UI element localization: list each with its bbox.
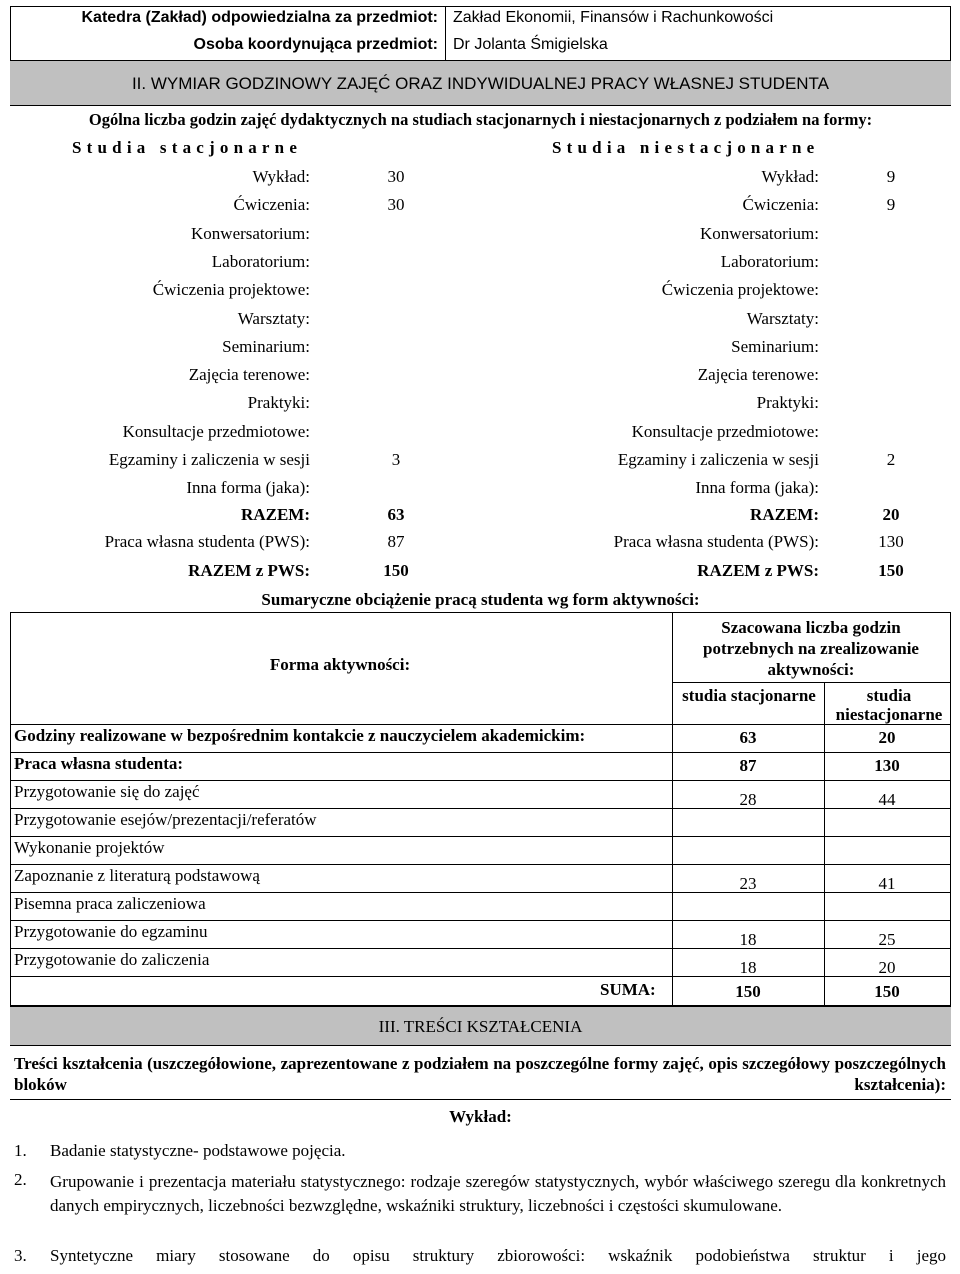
forma-header: Forma aktywności: xyxy=(269,655,411,674)
form-label-niestac: Konsultacje przedmiotowe: xyxy=(631,421,819,441)
form-label-stac: Egzaminy i zaliczenia w sesji xyxy=(108,450,310,469)
suma-label: SUMA: xyxy=(600,980,656,999)
form-label-niestac: Inna forma (jaka): xyxy=(695,478,819,498)
section3-intro: Treści kształcenia (uszczegółowione, zaprezentowane z podziałem na poszczególne formy zajęć, opis szczegółowy poszczególnych bloków kształcenia): xyxy=(14,1054,946,1094)
summary-row-label: Przygotowanie esejów/prezentacji/referatów xyxy=(14,810,317,829)
szacowana-header: Szacowana liczba godzin potrzebnych na zrealizowanie aktywności: xyxy=(703,618,919,679)
summary-row-stac: 87 xyxy=(739,756,757,775)
rule xyxy=(10,780,951,781)
koordynator-value: Dr Jolanta Śmigielska xyxy=(453,36,608,53)
rule xyxy=(10,1006,951,1007)
form-value-niestac: 2 xyxy=(886,450,896,469)
form-label-stac: Konsultacje przedmiotowe: xyxy=(122,421,310,441)
col-niestac-header: studia niestacjonarne xyxy=(835,686,943,724)
form-label-stac: Zajęcia terenowe: xyxy=(188,365,310,385)
rule xyxy=(950,612,951,1005)
form-label-stac: Warsztaty: xyxy=(237,308,310,328)
koordynator-label: Osoba koordynująca przedmiot: xyxy=(193,36,438,53)
rule xyxy=(10,752,951,753)
razem-pws-value-stac: 150 xyxy=(383,561,409,580)
form-value-stac: 3 xyxy=(391,450,401,469)
rule xyxy=(10,612,11,1005)
razem-pws-label-stac: RAZEM z PWS: xyxy=(188,561,310,580)
pws-label-niestac: Praca własna studenta (PWS): xyxy=(613,532,819,551)
form-label-niestac: Ćwiczenia projektowe: xyxy=(661,280,819,300)
item-number: 3. xyxy=(14,1246,27,1265)
razem-value-stac: 63 xyxy=(387,505,405,524)
summary-row-niestac: 20 xyxy=(878,728,896,747)
summary-row-niestac: 25 xyxy=(878,930,896,949)
rule xyxy=(10,864,951,865)
item-text: Badanie statystyczne- podstawowe pojęcia. xyxy=(50,1141,346,1160)
form-label-stac: Konwersatorium: xyxy=(191,223,310,243)
form-value-stac: 30 xyxy=(387,167,405,186)
summary-row-stac: 18 xyxy=(739,958,757,977)
pws-value-stac: 87 xyxy=(387,532,405,551)
rule xyxy=(672,612,673,1005)
razem-value-niestac: 20 xyxy=(882,505,900,524)
summary-row-label: Przygotowanie się do zajęć xyxy=(14,782,200,801)
suma-niestac: 150 xyxy=(874,982,900,1001)
summary-row-stac: 28 xyxy=(739,790,757,809)
rule xyxy=(672,682,951,683)
col-stac-header: studia stacjonarne xyxy=(682,686,816,705)
form-label-stac: Ćwiczenia: xyxy=(233,195,310,215)
form-label-niestac: Ćwiczenia: xyxy=(742,195,819,215)
razem-pws-label-niestac: RAZEM z PWS: xyxy=(697,561,819,580)
rule xyxy=(10,920,951,921)
form-label-niestac: Praktyki: xyxy=(756,393,819,413)
summary-row-niestac: 41 xyxy=(878,874,896,893)
section3-title: III. TREŚCI KSZTAŁCENIA xyxy=(378,1017,583,1036)
studia-niestacjonarne-header: Studia niestacjonarne xyxy=(552,138,820,157)
summary-row-niestac: 20 xyxy=(878,958,896,977)
rule xyxy=(10,1045,951,1046)
rule xyxy=(10,6,11,61)
rule xyxy=(10,1099,951,1100)
summary-row-label: Przygotowanie do zaliczenia xyxy=(14,950,210,969)
summary-title: Sumaryczne obciążenie pracą studenta wg form aktywności: xyxy=(261,590,700,609)
katedra-label: Katedra (Zakład) odpowiedzialna za przedmiot: xyxy=(81,9,438,26)
form-label-niestac: Laboratorium: xyxy=(720,251,819,271)
rule xyxy=(824,682,825,1005)
summary-row-label: Przygotowanie do egzaminu xyxy=(14,922,208,941)
summary-row-stac: 63 xyxy=(739,728,757,747)
section2-intro: Ogólna liczba godzin zajęć dydaktycznych na studiach stacjonarnych i niestacjonarnych z podziałem na formy: xyxy=(88,110,873,129)
summary-row-label: Zapoznanie z literaturą podstawową xyxy=(14,866,260,885)
item-number: 2. xyxy=(14,1170,27,1189)
form-label-stac: Ćwiczenia projektowe: xyxy=(152,280,310,300)
rule xyxy=(445,6,446,61)
summary-row-label: Pisemna praca zaliczeniowa xyxy=(14,894,206,913)
form-label-stac: Praktyki: xyxy=(247,393,310,413)
item-number: 1. xyxy=(14,1141,27,1160)
razem-label-stac: RAZEM: xyxy=(241,505,310,524)
studia-stacjonarne-header: Studia stacjonarne xyxy=(72,138,303,157)
rule xyxy=(10,6,951,7)
item-text: Syntetyczne miary stosowane do opisu struktury zbiorowości: wskaźnik podobieństwa struktur i jego xyxy=(50,1246,946,1265)
rule xyxy=(10,836,951,837)
summary-row-label: Praca własna studenta: xyxy=(14,754,184,773)
section2-title: II. WYMIAR GODZINOWY ZAJĘĆ ORAZ INDYWIDUALNEJ PRACY WŁASNEJ STUDENTA xyxy=(131,74,830,93)
form-label-niestac: Warsztaty: xyxy=(746,308,819,328)
form-label-stac: Inna forma (jaka): xyxy=(186,478,310,498)
form-label-niestac: Zajęcia terenowe: xyxy=(697,365,819,385)
pws-label-stac: Praca własna studenta (PWS): xyxy=(104,532,310,551)
suma-stac: 150 xyxy=(735,982,761,1001)
form-label-stac: Seminarium: xyxy=(222,336,310,356)
rule xyxy=(10,105,951,106)
form-label-niestac: Seminarium: xyxy=(731,336,819,356)
summary-row-stac: 23 xyxy=(739,874,757,893)
form-label-niestac: Wykład: xyxy=(761,167,819,186)
pws-value-niestac: 130 xyxy=(878,532,904,551)
summary-row-stac: 18 xyxy=(739,930,757,949)
summary-row-niestac: 44 xyxy=(878,790,896,809)
form-value-niestac: 9 xyxy=(886,167,896,186)
form-label-niestac: Konwersatorium: xyxy=(700,223,819,243)
form-label-stac: Wykład: xyxy=(252,167,310,186)
rule xyxy=(10,724,951,725)
rule xyxy=(10,612,951,613)
form-label-niestac: Egzaminy i zaliczenia w sesji xyxy=(617,450,819,469)
summary-row-label: Wykonanie projektów xyxy=(14,838,165,857)
summary-row-niestac: 130 xyxy=(874,756,900,775)
form-value-niestac: 9 xyxy=(886,195,896,215)
form-label-stac: Laboratorium: xyxy=(211,251,310,271)
razem-label-niestac: RAZEM: xyxy=(750,505,819,524)
item-text: Grupowanie i prezentacja materiału statystycznego: rodzaje szeregów statystycznych, wybór właściwego szeregu dla konkretnych danych empirycznych, liczebności bezwzględne, wskaźniki struktury, liczebności i częstości skumulowane. xyxy=(50,1172,946,1215)
form-value-stac: 30 xyxy=(387,195,405,215)
rule xyxy=(950,6,951,61)
summary-row-label: Godziny realizowane w bezpośrednim kontakcie z nauczycielem akademickim: xyxy=(14,726,586,745)
katedra-value: Zakład Ekonomii, Finansów i Rachunkowości xyxy=(453,9,774,26)
razem-pws-value-niestac: 150 xyxy=(878,561,904,580)
wyklad-header: Wykład: xyxy=(449,1107,512,1126)
